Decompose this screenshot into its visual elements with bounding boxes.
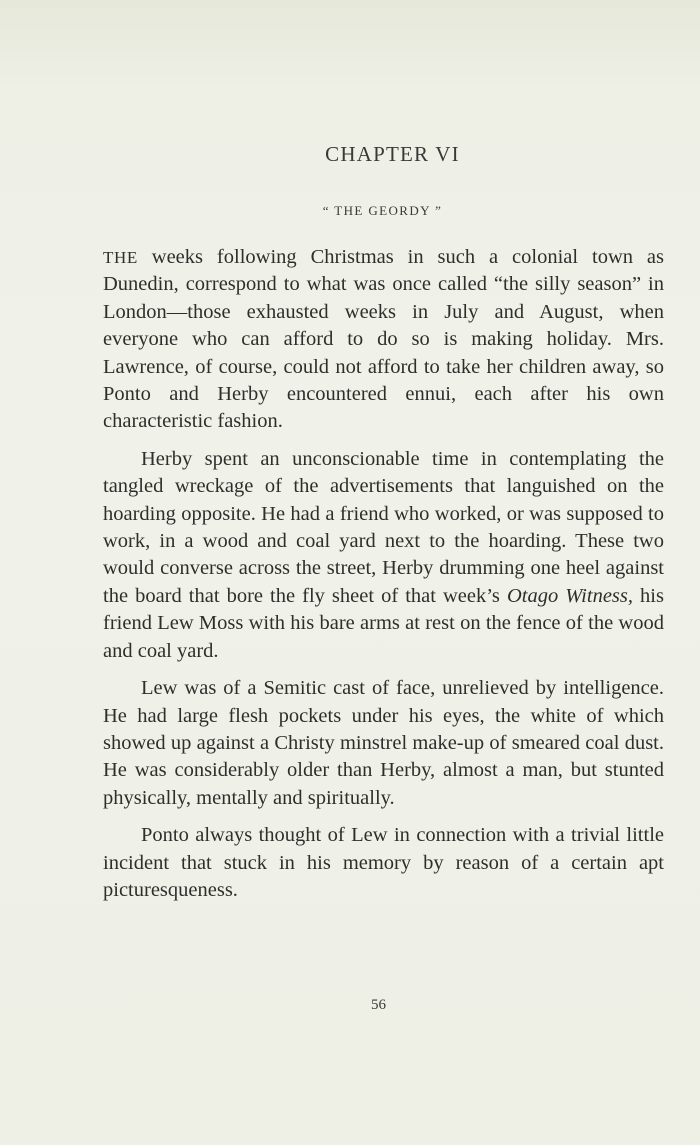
- chapter-subtitle: “ THE GEORDY ”: [322, 203, 443, 218]
- paragraph-1: [103, 244, 664, 436]
- paragraph-1-text: weeks following Christmas in such a colonial town as Dunedin, correspond to what was once called “the silly season” in London—those exhausted weeks in July and August, when everyone who can afford to do so is making holiday. Mrs. Lawrence, of course, could not afford to take her children away, so Ponto and Herby encountered ennui, each after his own characteristic fashion.: [103, 246, 664, 433]
- page-number: 56: [371, 997, 386, 1013]
- paragraph-4: Ponto always thought of Lew in connection with a trivial little incident that stuck in his memory by reason of a certain apt picturesqueness.: [103, 824, 664, 901]
- paragraph-2-text-before: Herby spent an unconscionable time in contemplating the tangled wreckage of the advertisements that languished on the hoarding opposite. He had a friend who worked, or was supposed to work, in a wood and coal yard next to the hoarding. These two would converse across the street, Herby drumming one heel against the board that bore the fly sheet of that week’s: [103, 447, 664, 607]
- paragraph-3: Lew was of a Semitic cast of face, unrelieved by intelligence. He had large flesh pockets under his eyes, the white of which showed up against a Christy minstrel make-up of smeared coal dust. He was considerably older than Herby, almost a man, but stunted physically, mentally and spiritually.: [103, 677, 664, 809]
- paragraph-2: [103, 446, 664, 665]
- paragraph-2-text-after: his friend Lew Moss with his bare arms at rest on the fence of the wood and coal yard.: [103, 584, 664, 662]
- newspaper-title: Otago Witness,: [506, 584, 634, 607]
- paragraph-lead-word: THE: [103, 248, 138, 267]
- chapter-title: CHAPTER VI: [325, 142, 460, 166]
- body-text: [103, 244, 664, 914]
